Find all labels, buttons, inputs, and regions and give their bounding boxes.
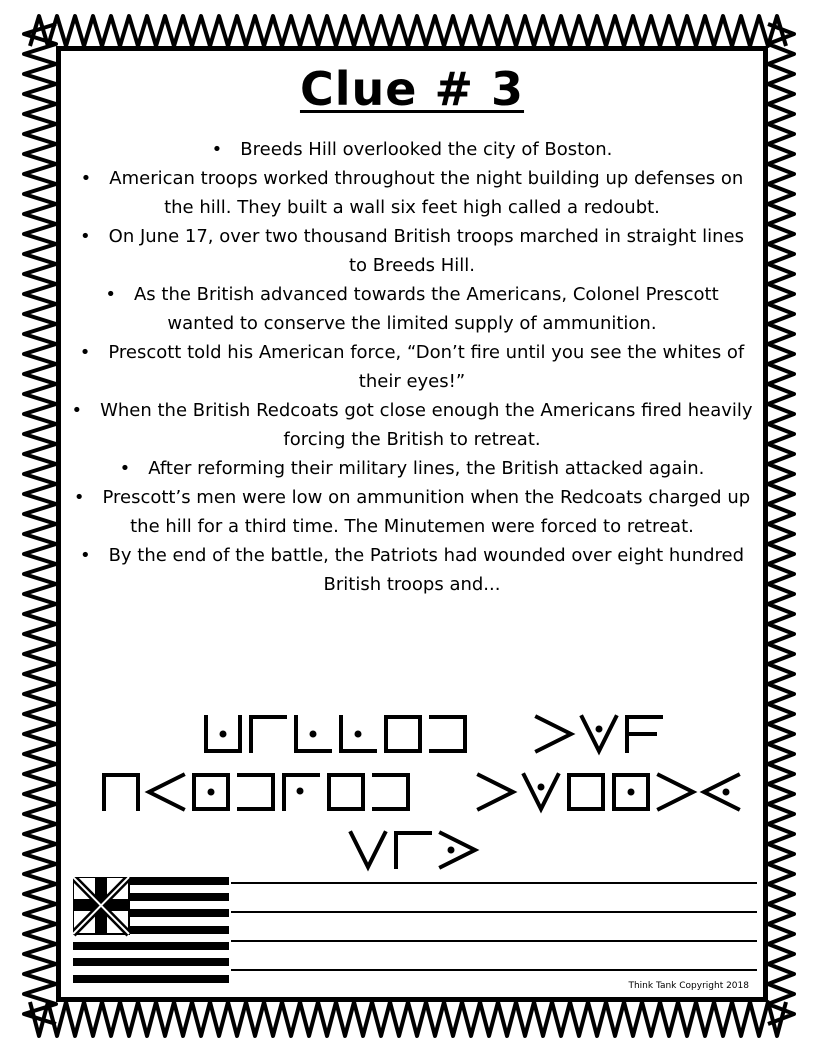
cipher-glyph [524, 775, 558, 809]
list-item: • Breeds Hill overlooked the city of Boston. [71, 135, 753, 164]
list-item: • Prescott’s men were low on ammunition when the Redcoats charged up the hill for a third time. The Minutemen were forced to retreat. [71, 483, 753, 541]
answer-line-3[interactable] [231, 940, 757, 942]
cipher-glyph [149, 775, 183, 809]
cipher-glyph [569, 775, 603, 809]
cipher-glyph [351, 833, 385, 867]
page-title: Clue # 3 [299, 62, 525, 116]
answer-line-1[interactable] [231, 882, 757, 884]
clue-card [56, 46, 768, 1002]
list-item: • Prescott told his American force, “Don’t fire until you see the whites of their eyes!” [71, 338, 753, 396]
pigpen-cipher-message [61, 651, 763, 881]
copyright-text: Think Tank Copyright 2018 [628, 981, 749, 991]
cipher-glyph [537, 717, 571, 751]
cipher-glyph [386, 717, 420, 751]
list-item: • American troops worked throughout the night building up defenses on the hill. They built a wall six feet high called a redoubt. [71, 164, 753, 222]
cipher-glyph [284, 775, 318, 809]
cipher-glyph [441, 833, 475, 867]
cipher-glyph [341, 717, 375, 751]
grand-union-flag-icon [73, 877, 229, 983]
list-item: • After reforming their military lines, the British attacked again. [71, 454, 753, 483]
list-item: • When the British Redcoats got close enough the Americans fired heavily forcing the British to retreat. [71, 396, 753, 454]
list-item: • By the end of the battle, the Patriots had wounded over eight hundred British troops and... [71, 541, 753, 599]
answer-line-4[interactable] [231, 969, 757, 971]
cipher-glyph [431, 717, 465, 751]
cipher-glyph [374, 775, 408, 809]
clue-list [71, 135, 753, 599]
cipher-glyph [582, 717, 616, 751]
cipher-glyph [329, 775, 363, 809]
answer-line-2[interactable] [231, 911, 757, 913]
list-item: • On June 17, over two thousand British troops marched in straight lines to Breeds Hill. [71, 222, 753, 280]
cipher-glyph [659, 775, 693, 809]
cipher-glyph [206, 717, 240, 751]
cipher-glyph [251, 717, 285, 751]
cipher-glyph [704, 775, 738, 809]
cipher-glyph [104, 775, 138, 809]
cipher-glyph [396, 833, 430, 867]
cipher-glyph [194, 775, 228, 809]
cipher-glyph [614, 775, 648, 809]
cipher-glyph [239, 775, 273, 809]
cipher-glyph [296, 717, 330, 751]
list-item: • As the British advanced towards the Americans, Colonel Prescott wanted to conserve the limited supply of ammunition. [71, 280, 753, 338]
cipher-glyph [479, 775, 513, 809]
